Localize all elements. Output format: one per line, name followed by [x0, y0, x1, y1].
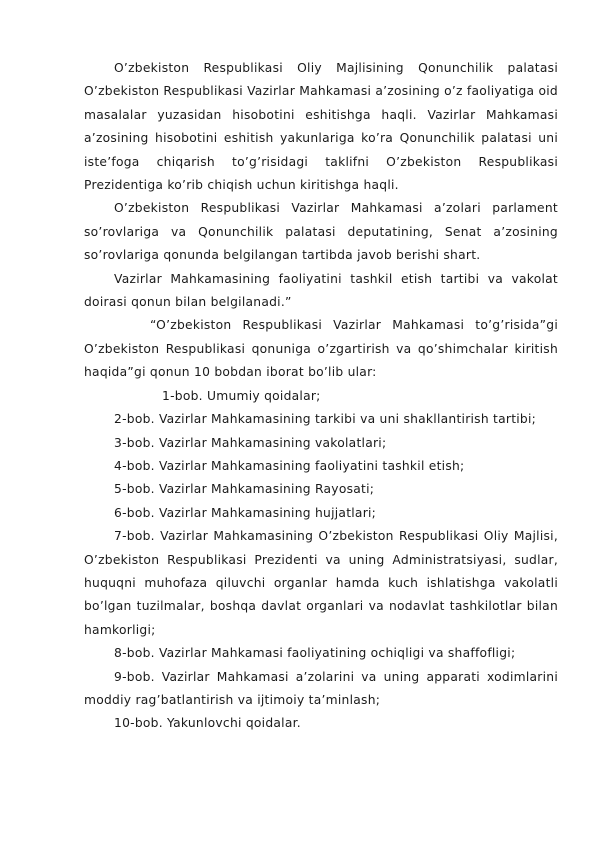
paragraph-oliy-majlis-report: O’zbekiston Respublikasi Oliy Majlisining Qonunchilik palatasi O’zbekiston Respublikasi Vazirlar Mahkamasi a’zosining o’z faoliyatiga oid masalalar yuzasidan hisobotini eshitishga haqli. Vazirlar Mahkamasi a’zosining hisobotini eshitish yakunlariga ko’ra Qonunchilik palatasi uni iste’foga chiqarish to’g’risidagi taklifni O’zbekiston Respublikasi Prezidentiga ko’rib chiqish uchun kiritishga haqli.	[84, 61, 558, 193]
chapter-item-1: 1-bob. Umumiy qoidalar;	[162, 388, 321, 403]
chapter-item-4: 4-bob. Vazirlar Mahkamasining faoliyatini tashkil etish;	[114, 458, 465, 473]
chapter-item-2: 2-bob. Vazirlar Mahkamasining tarkibi va uni shakllantirish tartibi;	[114, 412, 537, 427]
chapter-item-6: 6-bob. Vazirlar Mahkamasining hujjatlari;	[114, 505, 377, 520]
document-page	[84, 57, 558, 736]
chapter-item-10: 10-bob. Yakunlovchi qoidalar.	[114, 716, 301, 731]
paragraph-law-intro: “O’zbekiston Respublikasi Vazirlar Mahkamasi to’g’risida”gi O’zbekiston Respublikasi qonuniga o’zgartirish va qo’shimchalar kiritish haqida”gi qonun 10 bobdan iborat bo’lib ular:	[84, 318, 558, 380]
paragraph-parliament-requests: O’zbekiston Respublikasi Vazirlar Mahkamasi a’zolari parlament so’rovlariga va Qonunchilik palatasi deputatining, Senat a’zosining so’rovlariga qonunda belgilangan tartibda javob berishi shart.	[84, 201, 558, 263]
chapter-item-9: 9-bob. Vazirlar Mahkamasi a’zolarini va uning apparati xodimlarini moddiy rag’batlantirish va ijtimoiy ta’minlash;	[84, 669, 558, 707]
chapter-item-8: 8-bob. Vazirlar Mahkamasi faoliyatining ochiqligi va shaffofligi;	[114, 646, 516, 661]
chapter-item-7: 7-bob. Vazirlar Mahkamasining O’zbekiston Respublikasi Oliy Majlisi, O’zbekiston Respublikasi Prezidenti va uning Administratsiyasi, sudlar, huquqni muhofaza qiluvchi organlar hamda kuch ishlatishga vakolatli bo’lgan tuzilmalar, boshqa davlat organlari va nodavlat tashkilotlar bilan hamkorligi;	[84, 529, 558, 637]
chapter-item-5: 5-bob. Vazirlar Mahkamasining Rayosati;	[114, 482, 375, 497]
paragraph-organization-order: Vazirlar Mahkamasining faoliyatini tashkil etish tartibi va vakolat doirasi qonun bilan belgilanadi.”	[84, 271, 558, 310]
chapter-item-3: 3-bob. Vazirlar Mahkamasining vakolatlari;	[114, 435, 387, 450]
